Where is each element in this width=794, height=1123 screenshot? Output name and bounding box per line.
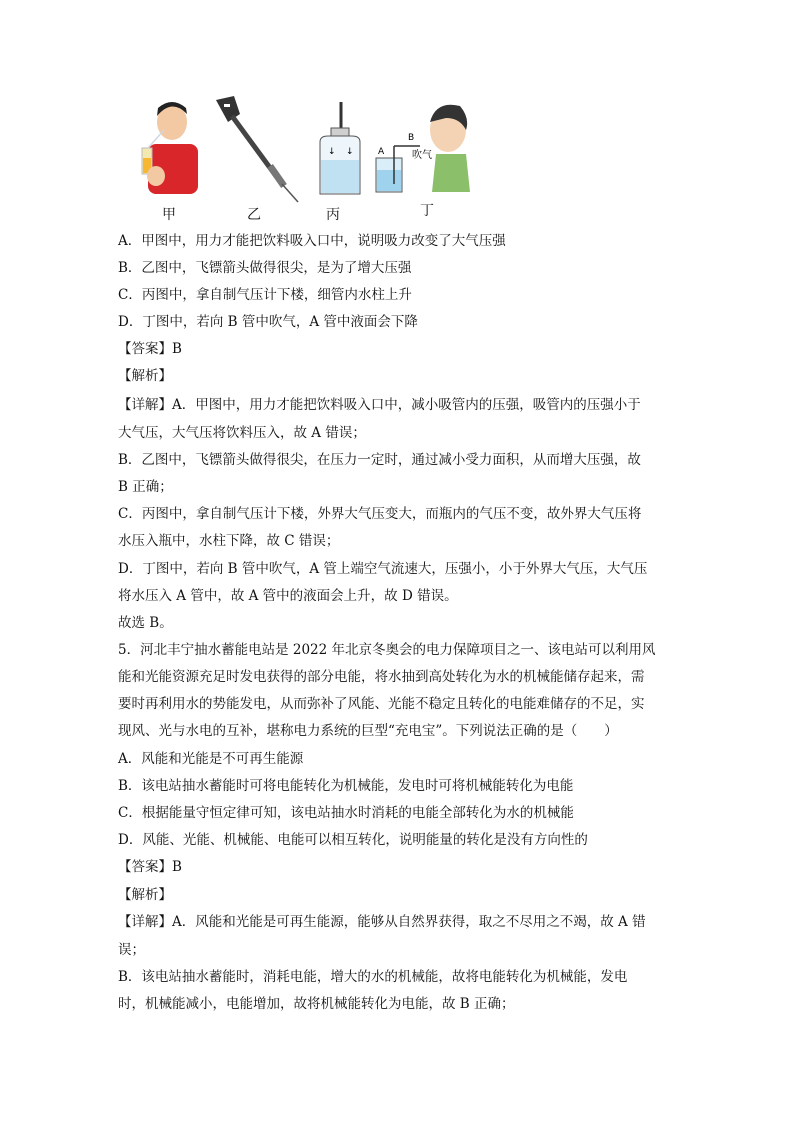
q4-option-b: B．乙图中，飞镖箭头做得很尖，是为了增大压强 [118,260,412,276]
figure-ding-blowing [374,96,474,196]
q4-option-d: D．丁图中，若向 B 管中吹气，A 管中液面会下降 [118,314,418,330]
figure-bing-barometer [314,100,366,200]
q5-stem-line: 5．河北丰宁抽水蓄能电站是 2022 年北京冬奥会的电力保障项目之一、该电站可以利用风 [118,642,656,658]
q5-stem-line: 能和光能资源充足时发电获得的部分电能，将水抽到高处转化为水的机械能储存起来，需 [118,669,645,685]
q5-option-b: B．该电站抽水蓄能时可将电能转化为机械能，发电时可将机械能转化为电能 [118,778,574,794]
q4-detail-line: D．丁图中，若向 B 管中吹气，A 管上端空气流速大，压强小，小于外界大气压，大气压 [118,561,648,577]
q5-option-d: D．风能、光能、机械能、电能可以相互转化，说明能量的转化是没有方向性的 [118,832,588,848]
q5-detail-line: 【详解】A．风能和光能是可再生能源，能够从自然界获得，取之不尽用之不竭，故 A 错 [118,914,646,930]
caption-ding: 丁 [420,203,434,219]
q4-detail-line: C．丙图中，拿自制气压计下楼，外界大气压变大，而瓶内的气压不变，故外界大气压将 [118,506,642,522]
q5-answer: 【答案】B [118,859,182,875]
svg-text:↓: ↓ [328,147,336,157]
q4-detail-line: 【详解】A．甲图中，用力才能把饮料吸入口中，减小吸管内的压强，吸管内的压强小于 [118,397,641,413]
q5-option-a: A．风能和光能是不可再生能源 [118,751,304,767]
q4-option-c: C．丙图中，拿自制气压计下楼，细管内水柱上升 [118,287,412,303]
q4-answer: 【答案】B [118,341,182,357]
q5-option-c: C．根据能量守恒定律可知，该电站抽水时消耗的电能全部转化为水的机械能 [118,805,574,821]
caption-bing: 丙 [326,207,340,223]
q4-option-a: A．甲图中，用力才能把饮料吸入口中，说明吸力改变了大气压强 [118,233,506,249]
label-a: A [378,147,385,157]
q4-analysis-label: 【解析】 [118,368,172,384]
q5-detail-line: B．该电站抽水蓄能时，消耗电能，增大的水的机械能，故将电能转化为机械能，发电 [118,969,628,985]
q5-detail-line: 误； [118,942,145,958]
q5-detail-line: 时，机械能减小，电能增加，故将机械能转化为电能，故 B 正确； [118,996,515,1012]
q5-stem-line: 现风、光与水电的互补，堪称电力系统的巨型“充电宝”。下列说法正确的是（ ） [118,723,618,739]
q4-detail-line: 水压入瓶中，水柱下降，故 C 错误； [118,533,340,549]
figure-yi-dart [214,96,304,206]
figure-row [130,96,490,226]
q4-detail-line: B 正确； [118,479,173,495]
svg-text:↓: ↓ [346,147,354,157]
figure-jia-boy-drinking [134,100,204,196]
label-blow: 吹气 [412,150,432,161]
q5-stem-line: 要时再利用水的势能发电，从而弥补了风能、光能不稳定且转化的电能难储存的不足，实 [118,696,645,712]
q4-detail-line: 将水压入 A 管中，故 A 管中的液面会上升，故 D 错误。 [118,588,458,604]
q4-detail-line: B．乙图中，飞镖箭头做得很尖，在压力一定时，通过减小受力面积，从而增大压强，故 [118,452,641,468]
q5-analysis-label: 【解析】 [118,887,172,903]
q4-conclusion: 故选 B。 [118,615,173,631]
q4-detail-line: 大气压，大气压将饮料压入，故 A 错误； [118,425,366,441]
caption-jia: 甲 [162,207,176,223]
caption-yi: 乙 [247,207,261,223]
label-b: B [408,133,415,143]
